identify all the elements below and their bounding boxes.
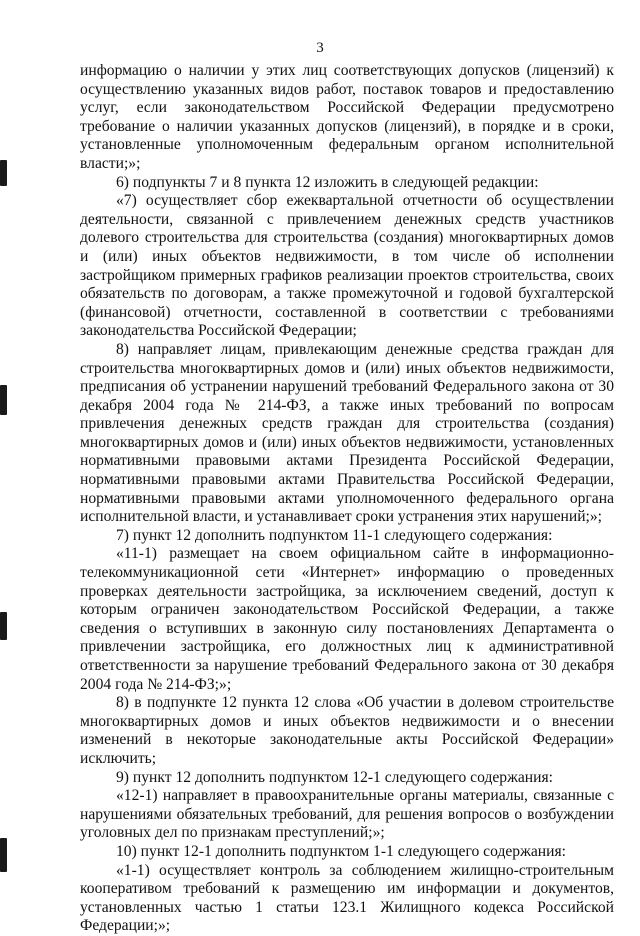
paragraph: информацию о наличии у этих лиц соответствующих допусков (лицензий) к осуществлению указанных видов работ, поставок товаров и предоставлению услуг, если законодательством Российской Федерации предусмотрено требование о наличии указанных допусков (лицензий), в порядке и в сроки, установленные уполномоченным федеральным органом исполнительной власти;»; [80, 62, 614, 172]
document-body [80, 62, 614, 936]
paragraph: 7) пункт 12 дополнить подпунктом 11-1 следующего содержания: [116, 526, 553, 544]
paragraph: 10) пункт 12-1 дополнить подпунктом 1-1 следующего содержания: [116, 842, 566, 860]
binding-hole-mark [0, 160, 7, 186]
page-number: 3 [316, 40, 324, 56]
paragraph: «1-1) осуществляет контроль за соблюдением жилищно-строительным кооперативом требований к размещению им информации и документов, установленных частью 1 статьи 123.1 Жилищного кодекса Российской Федерации;»; [80, 861, 614, 935]
binding-hole-mark [0, 385, 7, 415]
paragraph: 9) пункт 12 дополнить подпунктом 12-1 следующего содержания: [116, 768, 553, 786]
paragraph: 6) подпункты 7 и 8 пункта 12 изложить в следующей редакции: [116, 173, 539, 191]
paragraph: 8) в подпункте 12 пункта 12 слова «Об участии в долевом строительстве многоквартирных домов и иных объектов недвижимости и о внесении изменений в некоторые законодательные акты Российской Федерации» исключить; [80, 694, 614, 767]
paragraph: 8) направляет лицам, привлекающим денежные средства граждан для строительства многоквартирных домов и (или) иных объектов недвижимости, предписания об устранении нарушений требований Федерального закона от 30 декабря 2004 года № 214-ФЗ, а также иных требований по вопросам привлечения денежных средств граждан для строительства (создания) многоквартирных домов и (или) иных объектов недвижимости, установленных нормативными правовыми актами Президента Российской Федерации, нормативными правовыми актами Правительства Российской Федерации, нормативными правовыми актами уполномоченного федерального органа исполнительной власти, и устанавливает сроки устранения этих нарушений;»; [80, 340, 614, 526]
paragraph: «7) осуществляет сбор ежеквартальной отчетности об осуществлении деятельности, связанной с привлечением денежных средств участников долевого строительства для строительства (создания) многоквартирных домов и (или) иных объектов недвижимости, в том числе об исполнении застройщиком примерных графиков реализации проектов строительства, своих обязательств по договорам, а также промежуточной и годовой бухгалтерской (финансовой) отчетности, составленной в соответствии с требованиями законодательства Российской Федерации; [80, 192, 614, 340]
binding-hole-mark [0, 612, 7, 640]
binding-hole-mark [0, 838, 7, 872]
paragraph: «12-1) направляет в правоохранительные органы материалы, связанные с нарушениями обязательных требований, для решения вопросов о возбуждении уголовных дел по признакам преступлений;»; [80, 787, 614, 842]
paragraph: «11-1) размещает на своем официальном сайте в информационно-телекоммуникационной сети «Интернет» информацию о проведенных проверках деятельности застройщика, за исключением сведений, доступ к которым ограничен законодательством Российской Федерации, а также сведения о вступивших в законную силу постановлениях Департамента о привлечении застройщика, его должностных лиц к административной ответственности за нарушение требований Федерального закона от 30 декабря 2004 года № 214-ФЗ;»; [80, 545, 614, 693]
